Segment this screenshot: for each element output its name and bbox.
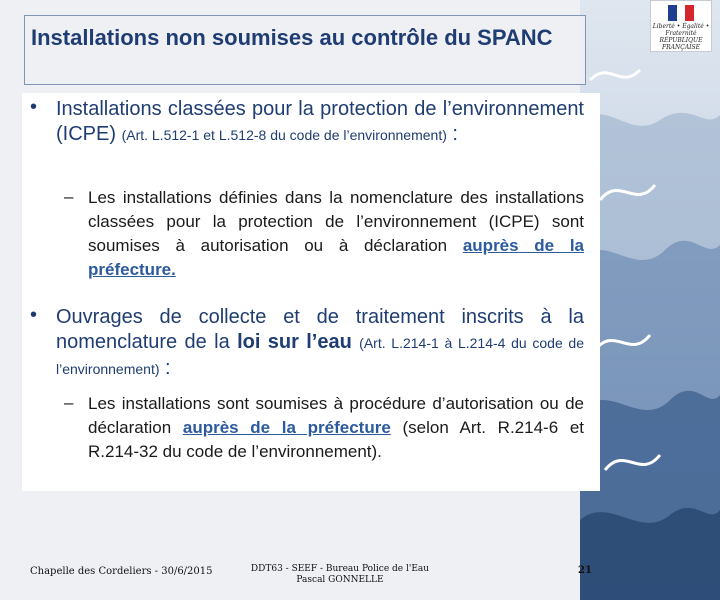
flag-red [685, 5, 694, 21]
bullet-2-colon: : [159, 357, 171, 379]
logo-republic: RÉPUBLIQUE FRANÇAISE [659, 37, 703, 51]
bullet-1-text-a: Installations classées pour la protection de l’environnement [56, 98, 584, 120]
french-flag-icon [668, 5, 694, 21]
page-number: 21 [578, 565, 592, 576]
sub-bullet-1 [88, 186, 584, 282]
flag-white [677, 5, 686, 21]
sub-1-link[interactable]: auprès de la préfecture. [88, 236, 584, 279]
bullet-2 [56, 305, 584, 382]
bullet-1-marker: • [30, 96, 38, 118]
footer-author [250, 564, 430, 586]
bullet-1-colon: : [446, 123, 458, 145]
title-box [24, 15, 586, 85]
sub-2-marker: – [64, 393, 74, 412]
bullet-2-text-b: loi sur l’eau [237, 331, 352, 353]
bullet-2-ref: (Art. L.214-1 à L.214-4 du code de l’environnement) [56, 335, 584, 377]
flag-blue [668, 5, 677, 21]
footer-event: Chapelle des Cordeliers - 30/6/2015 [30, 566, 213, 577]
sub-2-text-a: Les installations sont soumises à procédure d’autorisation ou de déclaration [88, 394, 584, 437]
bullet-1-ref: (Art. L.512-1 et L.512-8 du code de l’environnement) [121, 127, 447, 143]
bullet-2-marker: • [30, 304, 38, 326]
slide-title: Installations non soumises au contrôle du SPANC [31, 25, 553, 50]
sub-2-text-b: (selon Art. R.214-6 et R.214-32 du code de l’environnement). [88, 418, 585, 461]
bullet-1 [56, 97, 584, 148]
sub-1-text: Les installations définies dans la nomenclature des installations classées pour la protection de l’environnement (ICPE) sont soumises à autorisation ou à déclaration [88, 188, 584, 255]
content-panel [22, 93, 600, 491]
logo-text [651, 23, 711, 51]
sub-bullet-2 [88, 392, 584, 464]
bullet-1-text-b: (ICPE) [56, 123, 116, 145]
footer-author-line-2: Pascal GONNELLE [296, 575, 384, 585]
logo-motto: Liberté • Égalité • Fraternité [652, 23, 710, 37]
wave-decoration [580, 0, 720, 600]
sub-2-link[interactable]: auprès de la préfecture [182, 418, 391, 437]
marianne-logo [650, 0, 712, 52]
bullet-2-text-a: Ouvrages de collecte et de traitement inscrits à la nomenclature de la [56, 306, 584, 353]
sub-1-marker: – [64, 187, 74, 206]
footer-author-line-1: DDT63 - SEEF - Bureau Police de l'Eau [250, 564, 430, 574]
